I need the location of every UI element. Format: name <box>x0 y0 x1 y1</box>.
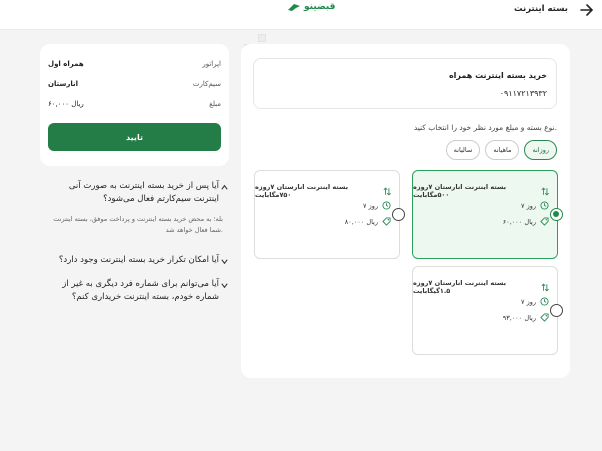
purchase-title: خرید بسته اینترنت همراه <box>448 71 547 80</box>
data-transfer-icon <box>541 283 549 292</box>
package-name: بسته اینترنت انارستان ۷روزه ۵۰۰مگابایت <box>413 183 507 199</box>
amount-row <box>48 100 221 108</box>
clock-icon <box>540 201 549 210</box>
tag-icon <box>382 217 391 226</box>
purchase-panel <box>241 44 570 378</box>
clock-icon <box>382 201 391 210</box>
duration-tabs <box>446 140 557 160</box>
logo-text: قبضینو <box>304 2 336 12</box>
chevron-up-icon[interactable] <box>220 183 229 192</box>
package-radio-selected[interactable] <box>550 208 563 221</box>
amount-label: مبلغ <box>209 100 221 108</box>
faq-question: آیا پس از خرید بسته اینترنت به صورت آنی اینترنت سیم‌کارتم فعال می‌شود؟ <box>68 181 219 204</box>
package-radio[interactable] <box>392 208 405 221</box>
package-price: ۸۰,۰۰۰ ریال <box>344 217 378 226</box>
chevron-down-icon[interactable] <box>220 257 229 266</box>
package-radio[interactable] <box>550 304 563 317</box>
amount-value: ۶۰,۰۰۰ ریال <box>48 100 84 108</box>
sim-value: انارستان <box>48 80 79 88</box>
package-hint: نوع بسته و مبلغ مورد نظر خود را انتخاب کنید. <box>413 123 557 132</box>
tag-icon <box>540 313 549 322</box>
summary-panel <box>40 44 229 166</box>
data-transfer-icon <box>541 187 549 196</box>
top-bar <box>0 0 602 30</box>
chevron-down-icon[interactable] <box>220 281 229 290</box>
operator-row <box>48 60 221 68</box>
faq-item[interactable] <box>40 180 229 236</box>
purchase-header <box>253 58 557 109</box>
package-duration: ۷ روز <box>363 201 378 210</box>
logo <box>287 2 335 12</box>
operator-label: اپراتور <box>202 60 221 68</box>
faq-answer: بله؛ به محض خرید بسته اینترنت و پرداخت موفق، بسته اینترنت شما فعال خواهد شد. <box>53 215 223 234</box>
package-name: بسته اینترنت انارستان ۷روزه ۱.۵گیگابایت <box>413 279 507 295</box>
confirm-button[interactable]: تایید <box>48 123 221 151</box>
sim-row <box>48 80 221 88</box>
background-decoration <box>258 34 266 42</box>
tab-yearly[interactable]: سالیانه <box>446 140 481 160</box>
package-card[interactable] <box>412 170 558 259</box>
package-price: ۹۳,۰۰۰ ریال <box>502 313 536 322</box>
package-name: بسته اینترنت انارستان ۷روزه ۷۵۰مگابایت <box>255 183 349 199</box>
phone-number: ۰۹۱۱۷۲۱۳۹۳۲ <box>499 89 547 98</box>
tab-monthly[interactable]: ماهیانه <box>485 140 519 160</box>
faq-item[interactable] <box>40 254 229 268</box>
tag-icon <box>540 217 549 226</box>
package-card[interactable] <box>254 170 400 259</box>
data-transfer-icon <box>383 187 391 196</box>
package-price: ۶۰,۰۰۰ ریال <box>502 217 536 226</box>
faq-question: آیا می‌توانم برای شماره فرد دیگری به غیر از شماره خودم، بسته اینترنت خریداری کنم؟ <box>62 279 219 302</box>
sim-label: سیم‌کارت <box>192 80 221 88</box>
package-duration: ۷ روز <box>521 201 536 210</box>
faq-question: آیا امکان تکرار خرید بسته اینترنت وجود دارد؟ <box>58 255 219 265</box>
back-button[interactable] <box>514 4 568 14</box>
package-duration: ۷ روز <box>521 297 536 306</box>
faq-item[interactable] <box>40 278 229 306</box>
clock-icon <box>540 297 549 306</box>
logo-icon <box>287 2 301 12</box>
operator-value: همراه اول <box>48 60 84 68</box>
package-card[interactable] <box>412 266 558 355</box>
arrow-right-icon[interactable] <box>578 0 596 20</box>
tab-daily[interactable]: روزانه <box>524 140 557 160</box>
page-title: بسته اینترنت <box>514 4 568 14</box>
